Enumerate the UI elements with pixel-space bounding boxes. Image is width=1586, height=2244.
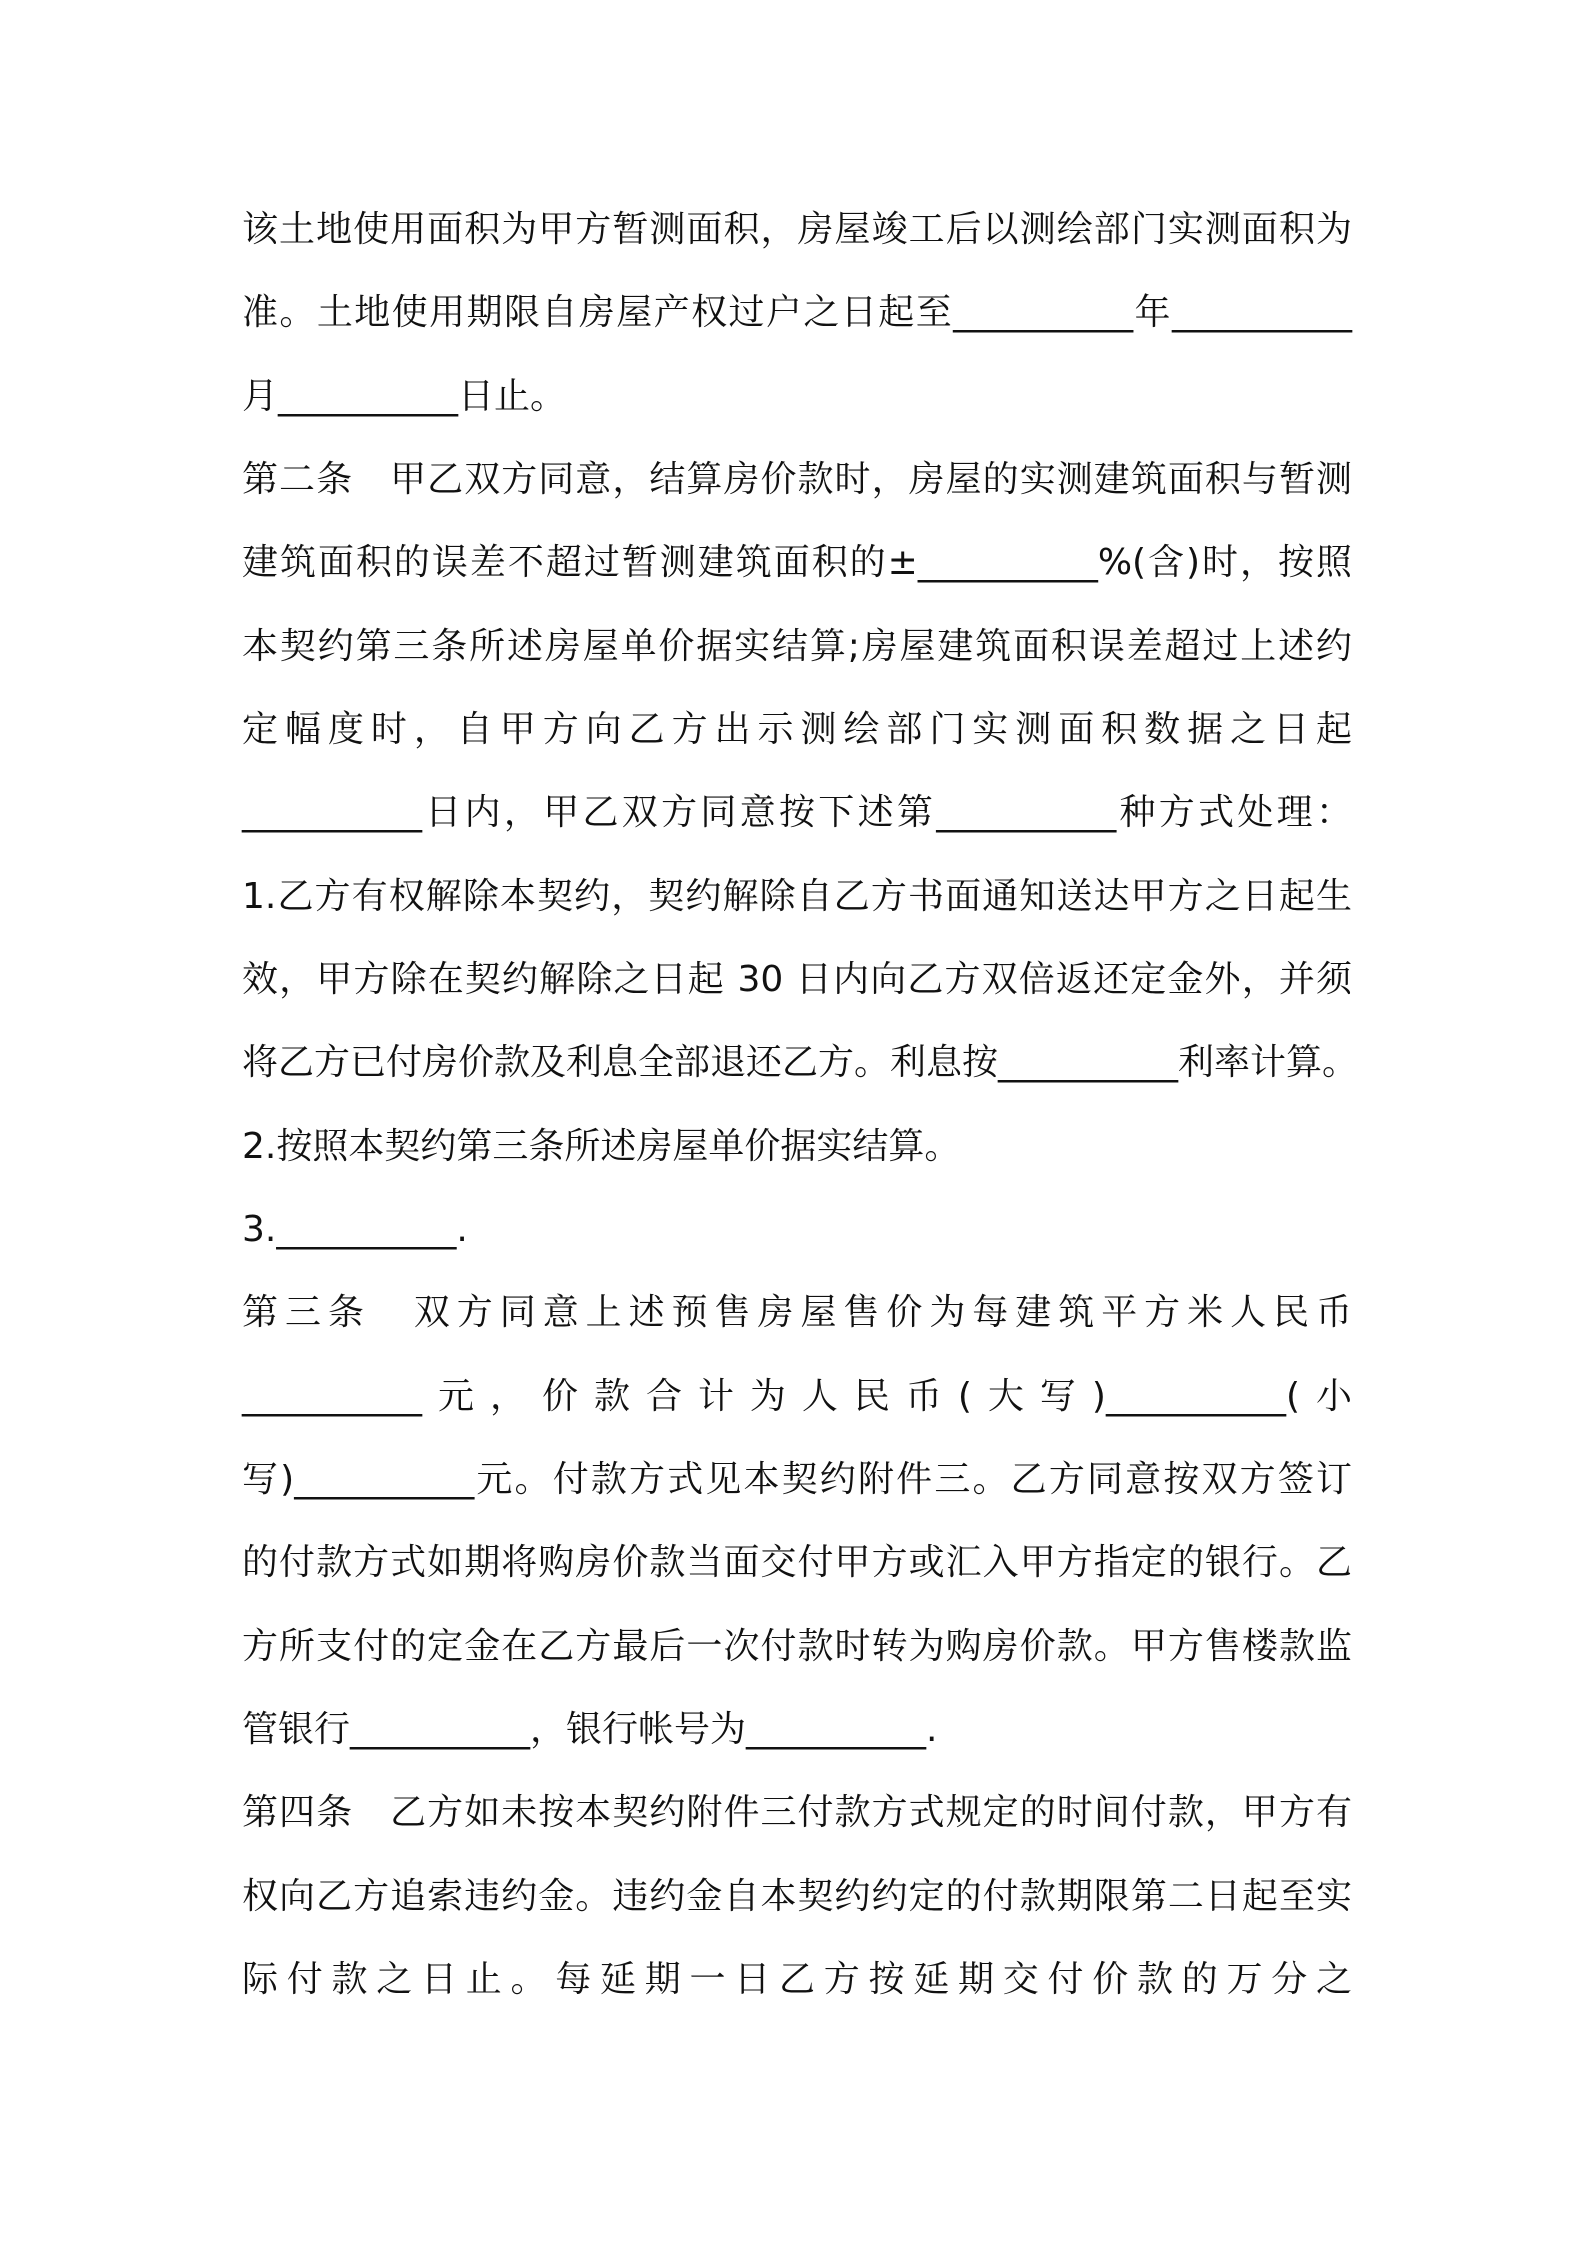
clause-4-heading-line: 第四条 乙方如未按本契约附件三付款方式规定的时间付款，甲方有 [242,1792,1352,1833]
text-line: 该土地使用面积为甲方暂测面积，房屋竣工后以测绘部门实测面积为 [242,209,1352,250]
text-line: 管银行__________，银行帐号为__________. [242,1709,938,1750]
list-item-3: 3.__________. [242,1209,468,1250]
text-line: 写)__________元。付款方式见本契约附件三。乙方同意按双方签订 [242,1459,1352,1500]
text-line: 际付款之日止。每延期一日乙方按延期交付价款的万分之 [242,1959,1352,2000]
text-line: 将乙方已付房价款及利息全部退还乙方。利息按__________利率计算。 [242,1042,1359,1083]
text-line: 建筑面积的误差不超过暂测建筑面积的±__________%(含)时，按照 [242,542,1352,583]
text-line: __________元，价款合计为人民币(大写)__________(小 [242,1376,1352,1417]
text-line: 的付款方式如期将购房价款当面交付甲方或汇入甲方指定的银行。乙 [242,1542,1352,1583]
text-line: 权向乙方追索违约金。违约金自本契约约定的付款期限第二日起至实 [242,1876,1352,1917]
text-line: 方所支付的定金在乙方最后一次付款时转为购房价款。甲方售楼款监 [242,1626,1352,1667]
clause-2-heading-line: 第二条 甲乙双方同意，结算房价款时，房屋的实测建筑面积与暂测 [242,459,1352,500]
list-item-2: 2.按照本契约第三条所述房屋单价据实结算。 [242,1126,961,1167]
text-line: 定幅度时，自甲方向乙方出示测绘部门实测面积数据之日起 [242,709,1352,750]
text-line: __________日内，甲乙双方同意按下述第__________种方式处理： [242,792,1352,833]
list-item-1: 1.乙方有权解除本契约，契约解除自乙方书面通知送达甲方之日起生 [242,876,1352,917]
text-line: 本契约第三条所述房屋单价据实结算;房屋建筑面积误差超过上述约 [242,626,1352,667]
clause-3-heading-line: 第三条 双方同意上述预售房屋售价为每建筑平方米人民币 [242,1292,1352,1333]
text-line: 月__________日止。 [242,376,567,417]
text-line: 准。土地使用期限自房屋产权过户之日起至__________年__________ [242,292,1352,333]
text-line: 效，甲方除在契约解除之日起 30 日内向乙方双倍返还定金外，并须 [242,959,1352,1000]
